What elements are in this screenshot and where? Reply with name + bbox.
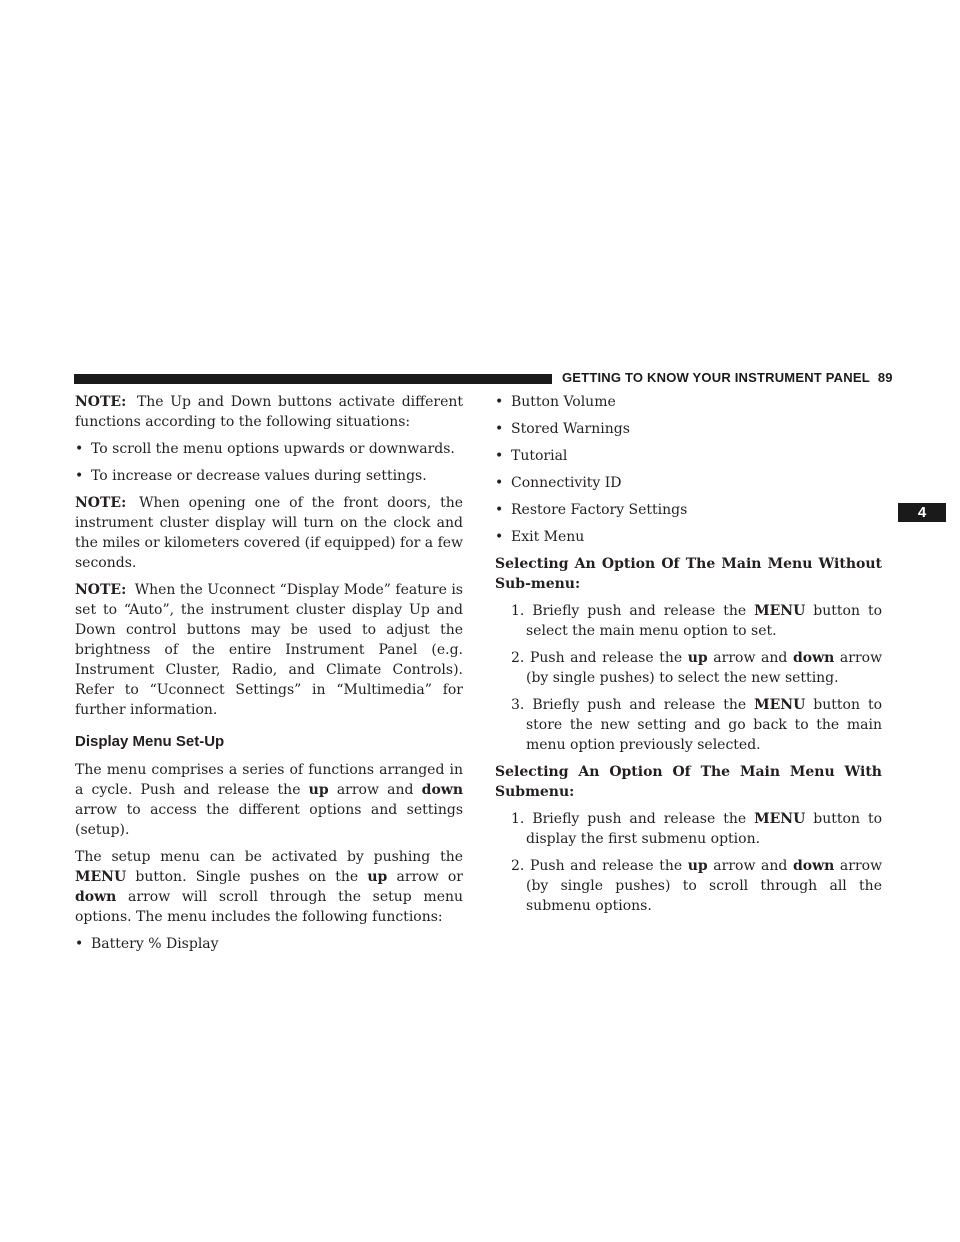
text: arrow and bbox=[336, 782, 414, 798]
running-header bbox=[562, 370, 893, 385]
keyword: down bbox=[792, 858, 835, 874]
body-paragraph bbox=[75, 847, 463, 927]
section-heading: Display Menu Set-Up bbox=[75, 733, 225, 750]
list-item-text: Exit Menu bbox=[511, 529, 585, 545]
keyword: down bbox=[75, 889, 117, 905]
keyword: down bbox=[792, 650, 835, 666]
step-number: 1. bbox=[511, 811, 525, 827]
list-item-text: Connectivity ID bbox=[511, 475, 622, 491]
text: button to store the new setting and go back to the main menu option previously selected. bbox=[526, 697, 882, 753]
numbered-step bbox=[495, 601, 882, 641]
list-item bbox=[495, 527, 882, 547]
step-number: 3. bbox=[511, 697, 525, 713]
step-number: 1. bbox=[511, 603, 525, 619]
text: The menu comprises a series of functions arranged in a cycle. Push and release the bbox=[75, 762, 463, 798]
list-item-text: Stored Warnings bbox=[511, 421, 630, 437]
right-column bbox=[495, 392, 882, 923]
list-item bbox=[75, 439, 463, 459]
keyword: MENU bbox=[754, 603, 806, 619]
list-item bbox=[75, 934, 463, 954]
page-number: 89 bbox=[877, 370, 893, 385]
list-item-text: Button Volume bbox=[511, 394, 616, 410]
bullet-icon: • bbox=[495, 448, 504, 464]
note-text: When opening one of the front doors, the instrument cluster display will turn on the clock and the miles or kilometers covered (if equipped) for a few seconds. bbox=[75, 495, 464, 571]
subheading: Selecting An Option Of The Main Menu Without Sub-menu: bbox=[495, 556, 882, 592]
text: The setup menu can be activated by pushing the bbox=[75, 849, 463, 865]
keyword: up bbox=[367, 869, 388, 885]
text: Briefly push and release the bbox=[532, 603, 747, 619]
keyword: up bbox=[308, 782, 329, 798]
text: arrow (by single pushes) to scroll through all the submenu options. bbox=[526, 858, 883, 914]
keyword: up bbox=[687, 650, 708, 666]
keyword: MENU bbox=[754, 811, 806, 827]
text: arrow to access the different options and settings (setup). bbox=[75, 802, 463, 838]
header-rule bbox=[74, 374, 552, 384]
list-item-text: Tutorial bbox=[511, 448, 568, 464]
bullet-icon: • bbox=[495, 502, 504, 518]
step-number: 2. bbox=[511, 650, 525, 666]
text: arrow will scroll through the setup menu options. The menu includes the following functions: bbox=[75, 889, 464, 925]
note-paragraph bbox=[75, 493, 463, 573]
bullet-icon: • bbox=[495, 529, 504, 545]
keyword: MENU bbox=[754, 697, 806, 713]
bullet-icon: • bbox=[75, 936, 84, 952]
numbered-step bbox=[495, 856, 882, 916]
bullet-icon: • bbox=[495, 475, 504, 491]
text: Push and release the bbox=[529, 650, 683, 666]
list-item bbox=[495, 500, 882, 520]
left-column bbox=[75, 392, 463, 961]
bullet-icon: • bbox=[495, 421, 504, 437]
list-item bbox=[75, 466, 463, 486]
step-number: 2. bbox=[511, 858, 525, 874]
note-text: When the Uconnect “Display Mode” feature is set to “Auto”, the instrument cluster display Up and Down control buttons may be used to adjust the brightness of the entire Instrument Panel (e.g. Instrument Cluster, Radio, and Climate Controls). Refer to “Uconnect Settings” in “Multimedia” for further information. bbox=[75, 582, 463, 718]
numbered-step bbox=[495, 648, 882, 688]
note-paragraph bbox=[75, 392, 463, 432]
numbered-step bbox=[495, 695, 882, 755]
list-item-text: Battery % Display bbox=[91, 936, 219, 952]
text: arrow and bbox=[713, 650, 788, 666]
keyword: up bbox=[687, 858, 708, 874]
list-item bbox=[495, 419, 882, 439]
text: button to display the first submenu option. bbox=[526, 811, 882, 847]
list-item bbox=[495, 473, 882, 493]
note-text: The Up and Down buttons activate different functions according to the following situations: bbox=[75, 394, 463, 430]
numbered-step bbox=[495, 809, 882, 849]
list-item bbox=[495, 446, 882, 466]
text: arrow or bbox=[396, 869, 463, 885]
section-title: GETTING TO KNOW YOUR INSTRUMENT PANEL bbox=[562, 370, 870, 385]
list-item-text: To scroll the menu options upwards or downwards. bbox=[91, 441, 455, 457]
bullet-icon: • bbox=[495, 394, 504, 410]
keyword: MENU bbox=[75, 869, 127, 885]
bullet-icon: • bbox=[75, 441, 84, 457]
text: Briefly push and release the bbox=[532, 697, 747, 713]
subheading: Selecting An Option Of The Main Menu With Submenu: bbox=[495, 764, 882, 800]
note-label: NOTE: bbox=[75, 394, 127, 410]
body-paragraph bbox=[75, 760, 463, 840]
text: arrow and bbox=[713, 858, 788, 874]
list-item-text: Restore Factory Settings bbox=[511, 502, 688, 518]
text: button. Single pushes on the bbox=[135, 869, 359, 885]
bullet-icon: • bbox=[75, 468, 84, 484]
note-label: NOTE: bbox=[75, 495, 127, 511]
list-item bbox=[495, 392, 882, 412]
note-label: NOTE: bbox=[75, 582, 127, 598]
text: arrow (by single pushes) to select the new setting. bbox=[526, 650, 883, 686]
keyword: down bbox=[421, 782, 464, 798]
note-paragraph bbox=[75, 580, 463, 720]
list-item-text: To increase or decrease values during settings. bbox=[91, 468, 427, 484]
text: Briefly push and release the bbox=[532, 811, 747, 827]
chapter-tab: 4 bbox=[898, 503, 946, 522]
text: button to select the main menu option to set. bbox=[526, 603, 882, 639]
text: Push and release the bbox=[529, 858, 683, 874]
